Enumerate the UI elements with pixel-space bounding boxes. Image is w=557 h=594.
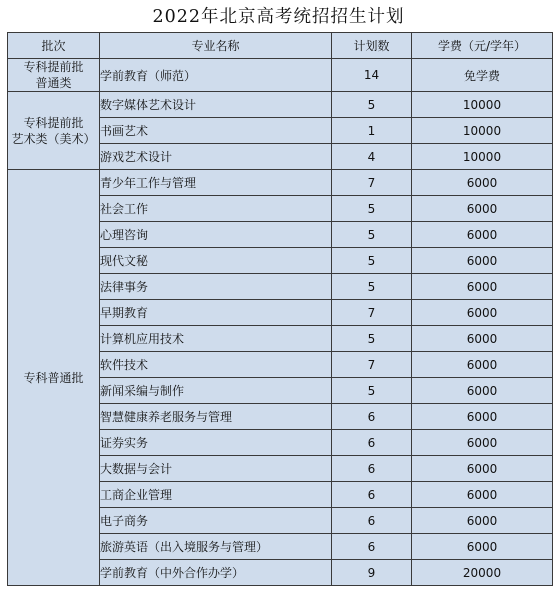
major-cell: 智慧健康养老服务与管理	[100, 404, 332, 430]
plan-count-cell: 6	[332, 482, 412, 508]
plan-count-cell: 6	[332, 430, 412, 456]
plan-count-cell: 1	[332, 118, 412, 144]
major-cell: 新闻采编与制作	[100, 378, 332, 404]
header-major: 专业名称	[100, 33, 332, 59]
major-cell: 证券实务	[100, 430, 332, 456]
table-row	[8, 59, 553, 92]
plan-count-cell: 6	[332, 456, 412, 482]
batch-cell: 专科提前批 艺术类（美术）	[8, 92, 100, 170]
major-cell: 大数据与会计	[100, 456, 332, 482]
plan-count-cell: 6	[332, 534, 412, 560]
major-cell: 心理咨询	[100, 222, 332, 248]
plan-count-cell: 4	[332, 144, 412, 170]
plan-count-cell: 14	[332, 59, 412, 92]
plan-count-cell: 9	[332, 560, 412, 586]
plan-count-cell: 6	[332, 404, 412, 430]
major-cell: 青少年工作与管理	[100, 170, 332, 196]
table-row	[8, 92, 553, 118]
tuition-cell: 6000	[412, 300, 553, 326]
plan-count-cell: 5	[332, 248, 412, 274]
plan-count-cell: 6	[332, 508, 412, 534]
table-row	[8, 170, 553, 196]
plan-count-cell: 7	[332, 170, 412, 196]
tuition-cell: 6000	[412, 352, 553, 378]
major-cell: 现代文秘	[100, 248, 332, 274]
tuition-cell: 20000	[412, 560, 553, 586]
header-fee: 学费（元/学年）	[412, 33, 553, 59]
plan-count-cell: 5	[332, 326, 412, 352]
header-count: 计划数	[332, 33, 412, 59]
plan-count-cell: 5	[332, 222, 412, 248]
tuition-cell: 6000	[412, 326, 553, 352]
major-cell: 法律事务	[100, 274, 332, 300]
tuition-cell: 6000	[412, 378, 553, 404]
tuition-cell: 免学费	[412, 59, 553, 92]
major-cell: 工商企业管理	[100, 482, 332, 508]
major-cell: 学前教育（中外合作办学）	[100, 560, 332, 586]
header-batch: 批次	[8, 33, 100, 59]
tuition-cell: 10000	[412, 118, 553, 144]
plan-count-cell: 5	[332, 378, 412, 404]
major-cell: 书画艺术	[100, 118, 332, 144]
tuition-cell: 6000	[412, 170, 553, 196]
major-cell: 软件技术	[100, 352, 332, 378]
table-body	[8, 59, 553, 586]
tuition-cell: 6000	[412, 404, 553, 430]
major-cell: 早期教育	[100, 300, 332, 326]
batch-cell: 专科提前批 普通类	[8, 59, 100, 92]
tuition-cell: 6000	[412, 508, 553, 534]
plan-count-cell: 5	[332, 92, 412, 118]
major-cell: 数字媒体艺术设计	[100, 92, 332, 118]
page-title: 2022年北京高考统招招生计划	[152, 7, 405, 27]
major-cell: 社会工作	[100, 196, 332, 222]
plan-count-cell: 7	[332, 352, 412, 378]
major-cell: 学前教育（师范）	[100, 59, 332, 92]
plan-count-cell: 7	[332, 300, 412, 326]
major-cell: 计算机应用技术	[100, 326, 332, 352]
table-header-row	[8, 33, 553, 59]
tuition-cell: 10000	[412, 144, 553, 170]
plan-count-cell: 5	[332, 274, 412, 300]
plan-count-cell: 5	[332, 196, 412, 222]
tuition-cell: 10000	[412, 92, 553, 118]
tuition-cell: 6000	[412, 534, 553, 560]
tuition-cell: 6000	[412, 196, 553, 222]
major-cell: 电子商务	[100, 508, 332, 534]
major-cell: 旅游英语（出入境服务与管理）	[100, 534, 332, 560]
major-cell: 游戏艺术设计	[100, 144, 332, 170]
tuition-cell: 6000	[412, 456, 553, 482]
batch-cell: 专科普通批	[8, 170, 100, 586]
tuition-cell: 6000	[412, 248, 553, 274]
tuition-cell: 6000	[412, 430, 553, 456]
tuition-cell: 6000	[412, 274, 553, 300]
tuition-cell: 6000	[412, 482, 553, 508]
enrollment-plan-table	[7, 32, 553, 586]
tuition-cell: 6000	[412, 222, 553, 248]
